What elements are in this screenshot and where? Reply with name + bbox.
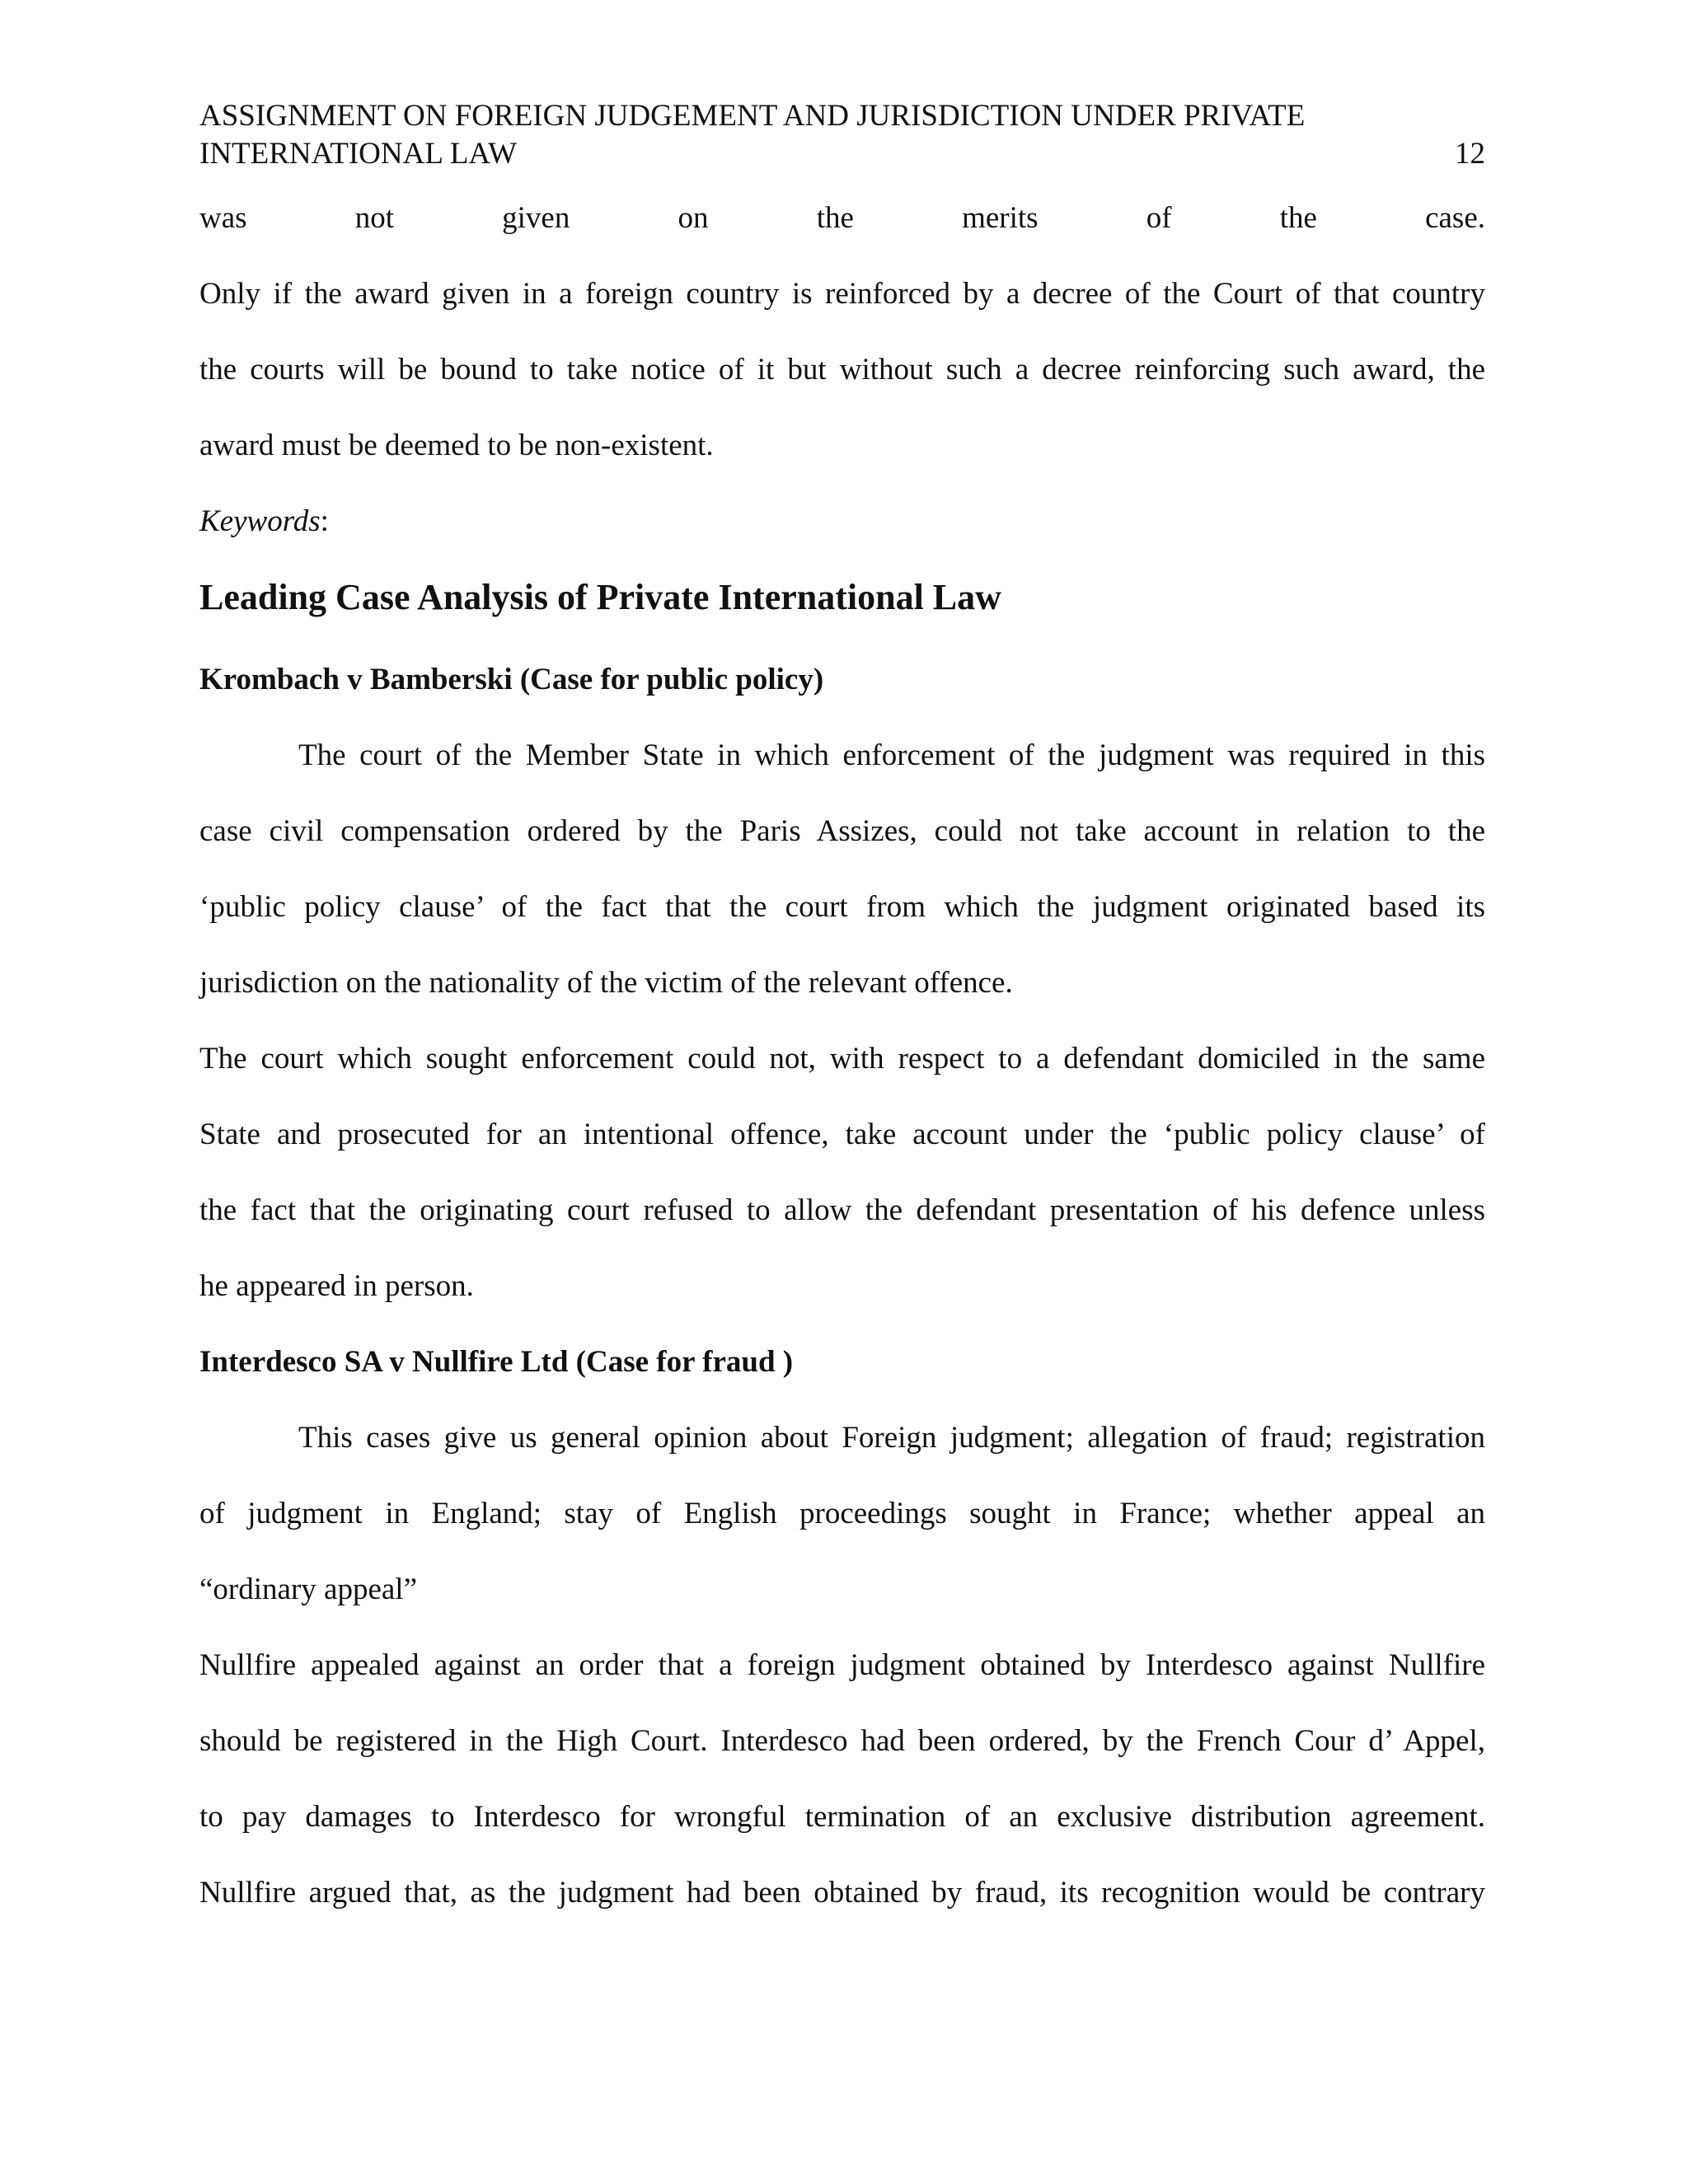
case2-para2-line3: to pay damages to Interdesco for wrongful termination of an exclusive distribution agreement. xyxy=(199,1800,1485,1834)
case2-para1-line3: “ordinary appeal” xyxy=(199,1572,417,1606)
header-row2 xyxy=(199,135,1485,173)
intro-line-1: was not given on the merits of the case. xyxy=(199,201,1485,235)
case1-para1-line1: The court of the Member State in which enforcement of the judgment was required in this xyxy=(298,738,1485,772)
intro-line-2: Only if the award given in a foreign country is reinforced by a decree of the Court of that country xyxy=(199,277,1485,311)
header-title-line1: ASSIGNMENT ON FOREIGN JUDGEMENT AND JURISDICTION UNDER PRIVATE xyxy=(199,99,1306,133)
case1-para1-line3: ‘public policy clause’ of the fact that the court from which the judgment originated based its xyxy=(199,890,1485,924)
page-number: 12 xyxy=(1455,137,1485,171)
case1-title: Krombach v Bamberski (Case for public policy) xyxy=(199,663,824,696)
running-header xyxy=(199,97,1485,173)
case2-para2-line2: should be registered in the High Court. Interdesco had been ordered, by the French Cour d’ Appel, xyxy=(199,1724,1485,1758)
keywords-colon: : xyxy=(320,504,329,538)
case1-para2-line2: State and prosecuted for an intentional offence, take account under the ‘public policy clause’ of xyxy=(199,1118,1485,1151)
case1-para1-line2: case civil compensation ordered by the Paris Assizes, could not take account in relation to the xyxy=(199,814,1485,848)
case2-title: Interdesco SA v Nullfire Ltd (Case for fraud ) xyxy=(199,1345,794,1379)
intro-line-3: the courts will be bound to take notice of it but without such a decree reinforcing such award, the xyxy=(199,353,1485,387)
case1-para2-line3: the fact that the originating court refused to allow the defendant presentation of his defence unless xyxy=(199,1193,1485,1227)
case2-para2-line1: Nullfire appealed against an order that a foreign judgment obtained by Interdesco against Nullfire xyxy=(199,1648,1485,1682)
case2-para1-line2: of judgment in England; stay of English proceedings sought in France; whether appeal an xyxy=(199,1497,1485,1530)
keywords-label: Keywords xyxy=(199,504,321,538)
section-heading: Leading Case Analysis of Private International Law xyxy=(199,577,1001,617)
case2-para2-line4: Nullfire argued that, as the judgment had been obtained by fraud, its recognition would be contrary xyxy=(199,1876,1485,1910)
case1-para2-line4: he appeared in person. xyxy=(199,1269,474,1303)
case2-para1-line1: This cases give us general opinion about Foreign judgment; allegation of fraud; registration xyxy=(298,1421,1485,1455)
keywords-line xyxy=(199,499,1485,574)
body-text xyxy=(199,195,1485,1946)
header-title-line2: INTERNATIONAL LAW xyxy=(199,137,518,171)
case1-para2-line1: The court which sought enforcement could not, with respect to a defendant domiciled in the same xyxy=(199,1042,1485,1076)
case1-para1-line4: jurisdiction on the nationality of the victim of the relevant offence. xyxy=(199,966,1013,1000)
intro-line-4: award must be deemed to be non-existent. xyxy=(199,429,714,462)
